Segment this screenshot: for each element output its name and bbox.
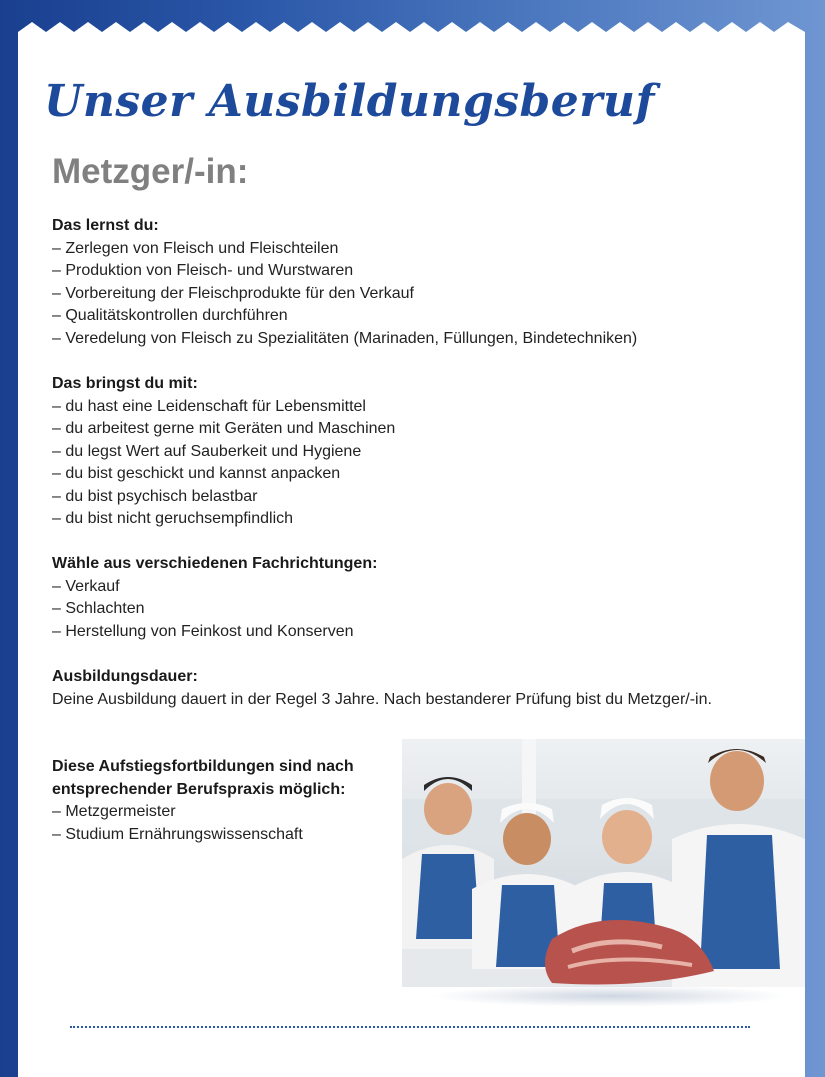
section-heading: Diese Aufstiegsfortbildungen sind nach entsprechender Berufspraxis möglich: bbox=[52, 758, 354, 798]
list-item: – du arbeitest gerne mit Geräten und Maschinen bbox=[52, 420, 396, 437]
list-item: – du hast eine Leidenschaft für Lebensmittel bbox=[52, 397, 366, 415]
section-requirements bbox=[52, 373, 395, 531]
photo-shadow bbox=[430, 985, 790, 1007]
section-heading: Das lernst du: bbox=[52, 217, 159, 234]
section-specializations bbox=[52, 553, 377, 643]
list-item: – Metzgermeister bbox=[52, 803, 176, 820]
list-item: – Zerlegen von Fleisch und Fleischteilen bbox=[52, 239, 339, 257]
list-item: – Schlachten bbox=[52, 600, 145, 617]
learn-list bbox=[52, 238, 637, 351]
list-item: – du bist geschickt und kannst anpacken bbox=[52, 465, 341, 482]
list-item: – du bist nicht geruchsempfindlich bbox=[52, 510, 294, 527]
section-heading: Das bringst du mit: bbox=[52, 375, 198, 392]
list-item: – Vorbereitung der Fleischprodukte für den Verkauf bbox=[52, 284, 414, 302]
section-heading: Ausbildungsdauer: bbox=[52, 668, 198, 685]
section-heading: Wähle aus verschiedenen Fachrichtungen: bbox=[52, 555, 378, 572]
page-title: Unser Ausbildungsberuf bbox=[44, 76, 655, 127]
list-item: – du bist psychisch belastbar bbox=[52, 487, 258, 505]
list-item: – Produktion von Fleisch- und Wurstwaren bbox=[52, 262, 354, 279]
list-item: – Studium Ernährungswissenschaft bbox=[52, 825, 303, 843]
specializations-list bbox=[52, 576, 377, 644]
list-item: – Verkauf bbox=[52, 577, 120, 595]
zigzag-border bbox=[18, 18, 805, 50]
section-duration bbox=[52, 666, 732, 711]
requirements-list bbox=[52, 396, 395, 531]
photo-illustration bbox=[402, 739, 805, 987]
butcher-trainees-photo bbox=[402, 739, 805, 987]
list-item: – Veredelung von Fleisch zu Spezialitäten (Marinaden, Füllungen, Bindetechniken) bbox=[52, 329, 638, 347]
section-further-training bbox=[52, 756, 382, 846]
list-item: – du legst Wert auf Sauberkeit und Hygiene bbox=[52, 442, 362, 460]
duration-text: Deine Ausbildung dauert in der Regel 3 Jahre. Nach bestanderer Prüfung bist du Metzger/-in. bbox=[52, 690, 712, 708]
section-learn bbox=[52, 215, 637, 350]
dotted-divider bbox=[70, 1026, 750, 1028]
job-title: Metzger/-in: bbox=[52, 152, 249, 191]
list-item: – Herstellung von Feinkost und Konserven bbox=[52, 622, 354, 640]
further-training-list bbox=[52, 801, 382, 846]
list-item: – Qualitätskontrollen durchführen bbox=[52, 307, 288, 324]
